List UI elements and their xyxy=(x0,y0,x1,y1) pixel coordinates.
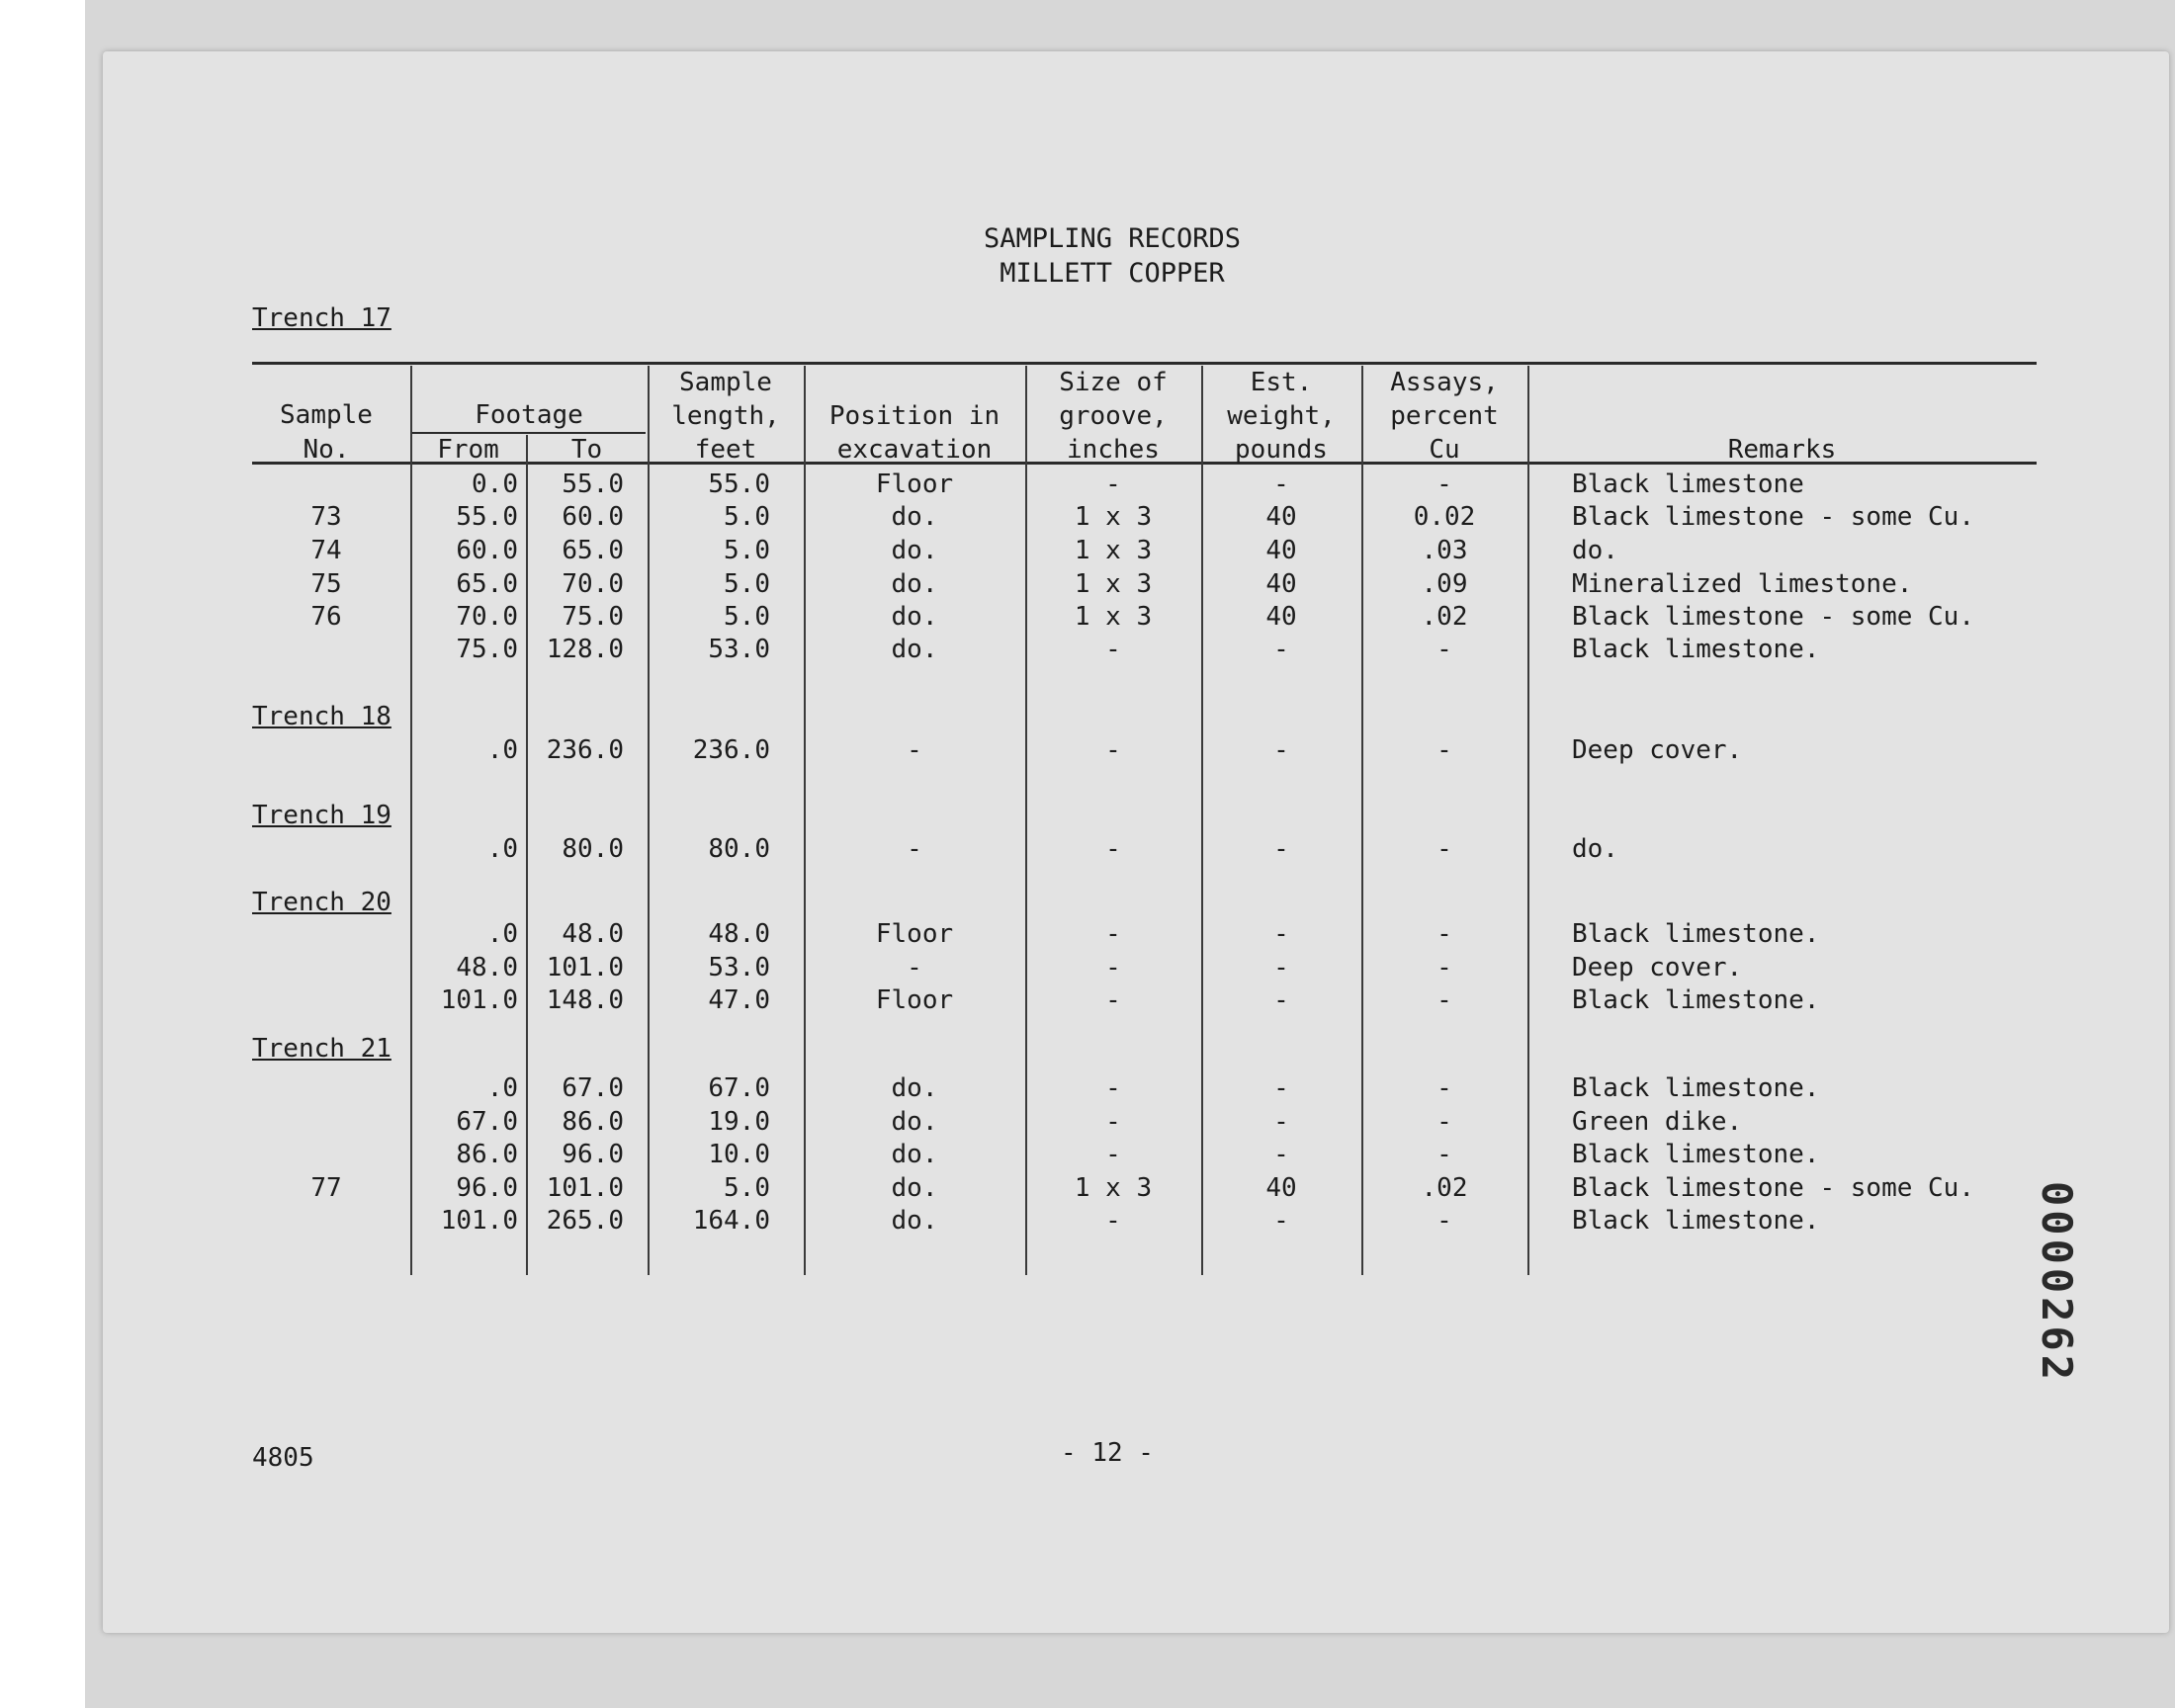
page-number: - 12 - xyxy=(1061,1438,1154,1468)
header-length: feet xyxy=(694,435,757,465)
cell-length: 53.0 xyxy=(708,635,770,664)
cell-position: do. xyxy=(891,569,938,599)
cell-length: 164.0 xyxy=(692,1206,770,1236)
cell-to: 86.0 xyxy=(562,1107,624,1137)
header-remarks: Remarks xyxy=(1727,435,1837,465)
cell-position: do. xyxy=(891,1073,938,1103)
cell-from: 48.0 xyxy=(456,953,518,982)
cell-position: do. xyxy=(891,635,938,664)
cell-from: 67.0 xyxy=(456,1107,518,1137)
cell-to: 236.0 xyxy=(546,735,624,765)
page-title: SAMPLING RECORDS xyxy=(983,223,1242,254)
cell-from: 0.0 xyxy=(472,470,518,499)
cell-position: do. xyxy=(891,536,938,565)
cell-length: 5.0 xyxy=(724,502,770,532)
cell-assay: - xyxy=(1436,953,1452,982)
cell-weight: - xyxy=(1273,1073,1289,1103)
trench-label: Trench 17 xyxy=(252,303,392,333)
cell-assay: - xyxy=(1436,834,1452,864)
header-weight: pounds xyxy=(1235,435,1328,465)
cell-to: 148.0 xyxy=(546,985,624,1015)
document-number: 4805 xyxy=(252,1443,314,1473)
cell-groove: 1 x 3 xyxy=(1074,536,1153,565)
cell-weight: - xyxy=(1273,834,1289,864)
header-from: From xyxy=(437,435,499,465)
cell-position: Floor xyxy=(875,985,954,1015)
cell-groove: 1 x 3 xyxy=(1074,502,1153,532)
cell-groove: - xyxy=(1105,1206,1121,1236)
cell-position: do. xyxy=(891,602,938,632)
cell-from: 70.0 xyxy=(456,602,518,632)
header-weight: weight, xyxy=(1227,401,1336,431)
cell-weight: - xyxy=(1273,1140,1289,1169)
cell-position: do. xyxy=(891,502,938,532)
header-sample-no: No. xyxy=(303,435,350,465)
cell-to: 101.0 xyxy=(546,1173,624,1203)
trench-label: Trench 20 xyxy=(252,888,392,917)
cell-assay: - xyxy=(1436,1107,1452,1137)
cell-groove: - xyxy=(1105,1140,1121,1169)
cell-sample: 76 xyxy=(310,602,342,632)
cell-groove: - xyxy=(1105,1073,1121,1103)
cell-to: 75.0 xyxy=(562,602,624,632)
cell-weight: - xyxy=(1273,635,1289,664)
cell-assay: - xyxy=(1436,635,1452,664)
cell-position: do. xyxy=(891,1206,938,1236)
cell-groove: - xyxy=(1105,735,1121,765)
cell-remarks: Black limestone - some Cu. xyxy=(1572,1173,1974,1203)
cell-length: 48.0 xyxy=(708,919,770,949)
cell-from: 101.0 xyxy=(440,1206,518,1236)
cell-groove: - xyxy=(1105,470,1121,499)
cell-remarks: Deep cover. xyxy=(1572,735,1743,765)
cell-remarks: Black limestone. xyxy=(1572,1073,1820,1103)
trench-label: Trench 21 xyxy=(252,1034,392,1064)
cell-assay: - xyxy=(1436,919,1452,949)
cell-to: 80.0 xyxy=(562,834,624,864)
cell-position: - xyxy=(907,834,922,864)
header-assay: Cu xyxy=(1429,435,1460,465)
cell-assay: .02 xyxy=(1421,1173,1468,1203)
cell-assay: - xyxy=(1436,1073,1452,1103)
header-length: Sample xyxy=(679,368,772,397)
cell-assay: - xyxy=(1436,470,1452,499)
cell-assay: - xyxy=(1436,735,1452,765)
left-margin-strip xyxy=(0,0,85,1708)
cell-weight: - xyxy=(1273,919,1289,949)
cell-position: - xyxy=(907,735,922,765)
cell-to: 67.0 xyxy=(562,1073,624,1103)
cell-remarks: Deep cover. xyxy=(1572,953,1743,982)
cell-weight: - xyxy=(1273,1206,1289,1236)
cell-position: do. xyxy=(891,1140,938,1169)
cell-to: 65.0 xyxy=(562,536,624,565)
cell-position: Floor xyxy=(875,919,954,949)
cell-assay: 0.02 xyxy=(1413,502,1476,532)
cell-to: 101.0 xyxy=(546,953,624,982)
cell-remarks: Black limestone. xyxy=(1572,635,1820,664)
footage-underline xyxy=(410,432,646,434)
cell-from: 101.0 xyxy=(440,985,518,1015)
cell-position: - xyxy=(907,953,922,982)
cell-remarks: Black limestone - some Cu. xyxy=(1572,602,1974,632)
cell-weight: 40 xyxy=(1265,536,1297,565)
cell-length: 5.0 xyxy=(724,569,770,599)
cell-length: 55.0 xyxy=(708,470,770,499)
cell-remarks: Black limestone. xyxy=(1572,919,1820,949)
cell-weight: 40 xyxy=(1265,502,1297,532)
cell-weight: - xyxy=(1273,953,1289,982)
cell-length: 53.0 xyxy=(708,953,770,982)
header-footage: Footage xyxy=(475,400,583,430)
cell-length: 47.0 xyxy=(708,985,770,1015)
cell-to: 48.0 xyxy=(562,919,624,949)
header-sample: Sample xyxy=(280,400,373,430)
cell-assay: .03 xyxy=(1421,536,1468,565)
cell-weight: - xyxy=(1273,470,1289,499)
cell-position: Floor xyxy=(875,470,954,499)
cell-groove: 1 x 3 xyxy=(1074,1173,1153,1203)
header-position: Position in xyxy=(828,401,1000,431)
cell-sample: 73 xyxy=(310,502,342,532)
cell-length: 5.0 xyxy=(724,1173,770,1203)
cell-from: 55.0 xyxy=(456,502,518,532)
cell-length: 5.0 xyxy=(724,536,770,565)
cell-to: 70.0 xyxy=(562,569,624,599)
page-subtitle: MILLETT COPPER xyxy=(1000,258,1225,289)
cell-remarks: Black limestone. xyxy=(1572,1140,1820,1169)
cell-groove: - xyxy=(1105,985,1121,1015)
cell-groove: - xyxy=(1105,1107,1121,1137)
cell-sample: 77 xyxy=(310,1173,342,1203)
cell-to: 128.0 xyxy=(546,635,624,664)
cell-from: 96.0 xyxy=(456,1173,518,1203)
cell-assay: .09 xyxy=(1421,569,1468,599)
cell-length: 19.0 xyxy=(708,1107,770,1137)
trench-label: Trench 19 xyxy=(252,801,392,830)
cell-groove: 1 x 3 xyxy=(1074,602,1153,632)
cell-position: do. xyxy=(891,1173,938,1203)
cell-remarks: do. xyxy=(1572,536,1618,565)
cell-assay: .02 xyxy=(1421,602,1468,632)
header-groove: groove, xyxy=(1059,401,1168,431)
cell-from: 86.0 xyxy=(456,1140,518,1169)
header-assay: Assays, xyxy=(1390,368,1499,397)
cell-remarks: do. xyxy=(1572,834,1618,864)
cell-length: 5.0 xyxy=(724,602,770,632)
cell-remarks: Black limestone. xyxy=(1572,1206,1820,1236)
cell-weight: - xyxy=(1273,985,1289,1015)
cell-length: 10.0 xyxy=(708,1140,770,1169)
cell-weight: - xyxy=(1273,735,1289,765)
header-weight: Est. xyxy=(1250,368,1313,397)
cell-groove: - xyxy=(1105,919,1121,949)
header-groove: Size of xyxy=(1059,368,1168,397)
cell-to: 96.0 xyxy=(562,1140,624,1169)
cell-length: 67.0 xyxy=(708,1073,770,1103)
cell-assay: - xyxy=(1436,1206,1452,1236)
cell-to: 60.0 xyxy=(562,502,624,532)
cell-remarks: Mineralized limestone. xyxy=(1572,569,1913,599)
header-assay: percent xyxy=(1390,401,1499,431)
cell-remarks: Black limestone xyxy=(1572,470,1804,499)
cell-length: 236.0 xyxy=(692,735,770,765)
cell-from: 75.0 xyxy=(456,635,518,664)
cell-weight: - xyxy=(1273,1107,1289,1137)
cell-from: .0 xyxy=(486,834,518,864)
header-position: excavation xyxy=(836,435,993,465)
cell-remarks: Black limestone - some Cu. xyxy=(1572,502,1974,532)
cell-length: 80.0 xyxy=(708,834,770,864)
cell-weight: 40 xyxy=(1265,1173,1297,1203)
cell-groove: 1 x 3 xyxy=(1074,569,1153,599)
cell-groove: - xyxy=(1105,635,1121,664)
cell-weight: 40 xyxy=(1265,602,1297,632)
cell-to: 265.0 xyxy=(546,1206,624,1236)
header-length: length, xyxy=(671,401,780,431)
cell-sample: 75 xyxy=(310,569,342,599)
trench-label: Trench 18 xyxy=(252,702,392,731)
cell-position: do. xyxy=(891,1107,938,1137)
cell-sample: 74 xyxy=(310,536,342,565)
column-divider xyxy=(1527,366,1529,1275)
cell-remarks: Black limestone. xyxy=(1572,985,1820,1015)
cell-groove: - xyxy=(1105,834,1121,864)
cell-assay: - xyxy=(1436,985,1452,1015)
cell-from: 65.0 xyxy=(456,569,518,599)
document-id-stamp: 0000262 xyxy=(2033,1181,2081,1385)
cell-groove: - xyxy=(1105,953,1121,982)
cell-from: .0 xyxy=(486,919,518,949)
cell-remarks: Green dike. xyxy=(1572,1107,1743,1137)
header-groove: inches xyxy=(1067,435,1160,465)
cell-from: 60.0 xyxy=(456,536,518,565)
cell-from: .0 xyxy=(486,1073,518,1103)
cell-to: 55.0 xyxy=(562,470,624,499)
header-to: To xyxy=(570,435,603,465)
table-top-rule xyxy=(252,362,2037,365)
cell-from: .0 xyxy=(486,735,518,765)
cell-assay: - xyxy=(1436,1140,1452,1169)
cell-weight: 40 xyxy=(1265,569,1297,599)
